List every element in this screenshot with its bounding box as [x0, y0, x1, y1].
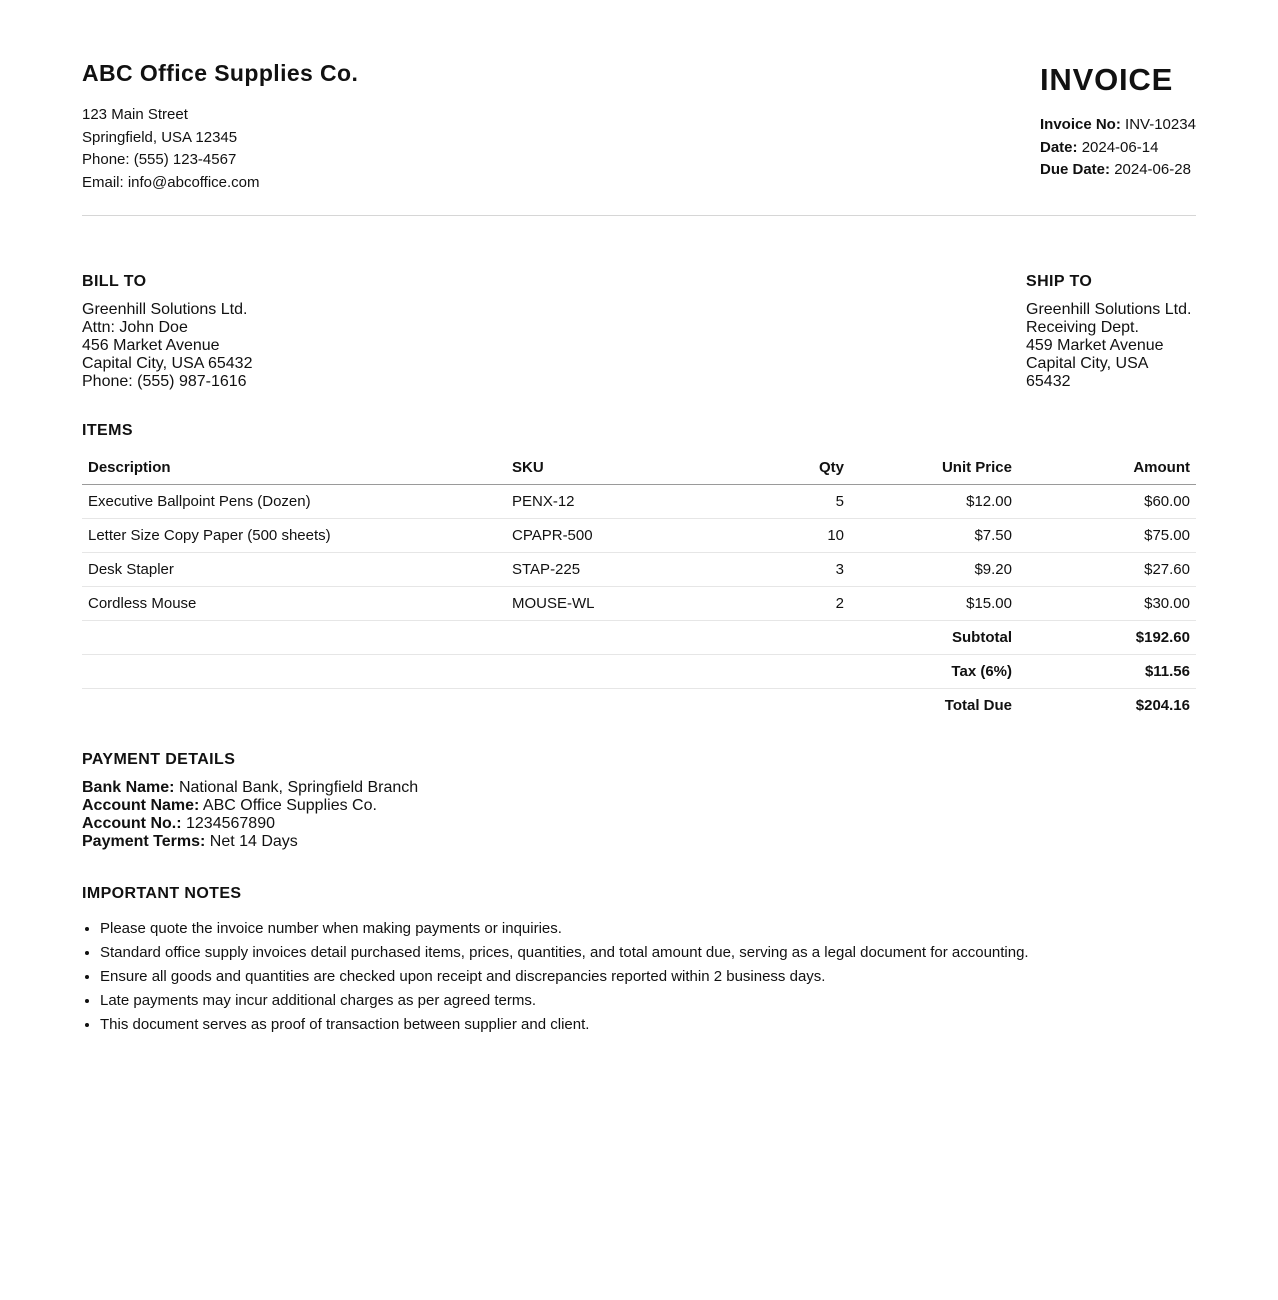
- invoice-meta-block: [1040, 62, 1196, 182]
- invoice-due-label: Due Date:: [1040, 161, 1111, 178]
- table-row: [82, 519, 1196, 553]
- subtotal-label: Subtotal: [850, 621, 1018, 655]
- invoice-due-date: 2024-06-28: [1114, 161, 1191, 178]
- item-unit-price: $15.00: [850, 587, 1018, 621]
- company-name: ABC Office Supplies Co.: [82, 60, 359, 86]
- payment-terms-row: [82, 833, 418, 851]
- subtotal-row: [82, 621, 1196, 655]
- invoice-due-row: [1040, 159, 1196, 182]
- invoice-header: [82, 0, 1196, 216]
- item-description: Cordless Mouse: [82, 587, 506, 621]
- item-description: Executive Ballpoint Pens (Dozen): [82, 485, 506, 519]
- bill-to-line: Attn: John Doe: [82, 319, 188, 336]
- important-notes-list: [82, 917, 1029, 1037]
- payment-terms: Net 14 Days: [209, 833, 298, 850]
- company-phone: Phone: (555) 123-4567: [82, 151, 237, 168]
- item-amount: $75.00: [1018, 519, 1196, 553]
- list-item: • Ensure all goods and quantities are checked upon receipt and discrepancies reported within 2 business days.: [100, 965, 1029, 989]
- account-name-row: [82, 797, 418, 815]
- company-street: 123 Main Street: [82, 106, 188, 123]
- tax-value: $11.56: [1018, 655, 1196, 689]
- bill-to-address: [82, 301, 252, 391]
- important-notes-title: IMPORTANT NOTES: [82, 885, 242, 902]
- total-due-value: $204.16: [1135, 697, 1190, 714]
- tax-row: [82, 655, 1196, 689]
- bill-to-line: Phone: (555) 987-1616: [82, 373, 247, 390]
- payment-details: [82, 779, 418, 851]
- column-header-amount: Amount: [1018, 451, 1196, 485]
- column-header-unit-price: Unit Price: [850, 451, 1018, 485]
- item-qty: 5: [756, 485, 850, 519]
- item-qty: 10: [756, 519, 850, 553]
- invoice-number-label: Invoice No:: [1040, 116, 1121, 133]
- payment-details-title: PAYMENT DETAILS: [82, 751, 236, 768]
- bank-name: National Bank, Springfield Branch: [178, 779, 419, 796]
- table-row: [82, 485, 1196, 519]
- item-sku: PENX-12: [506, 485, 756, 519]
- invoice-title: INVOICE: [1040, 62, 1174, 97]
- item-sku: CPAPR-500: [506, 519, 756, 553]
- company-address: [82, 104, 260, 194]
- company-email: Email: info@abcoffice.com: [82, 173, 260, 191]
- column-header-qty: Qty: [756, 451, 850, 485]
- column-header-sku: SKU: [506, 451, 756, 485]
- tax-label: Tax (6%): [850, 655, 1018, 689]
- item-description: Letter Size Copy Paper (500 sheets): [82, 519, 506, 553]
- invoice-date-label: Date:: [1040, 138, 1078, 156]
- ship-to-line: Capital City, USA 65432: [1026, 355, 1148, 390]
- column-header-description: Description: [82, 451, 506, 485]
- total-due-label: Total Due: [944, 697, 1012, 714]
- items-title: ITEMS: [82, 422, 133, 439]
- bill-to-title: BILL TO: [82, 273, 147, 290]
- bill-to-line: 456 Market Avenue: [82, 337, 220, 354]
- list-item: • Late payments may incur additional charges as per agreed terms.: [100, 989, 1029, 1013]
- item-unit-price: $7.50: [850, 519, 1018, 553]
- item-amount: $27.60: [1018, 553, 1196, 587]
- bill-to-section: [82, 273, 252, 391]
- invoice-date: 2024-06-14: [1081, 138, 1159, 156]
- list-item: • Please quote the invoice number when making payments or inquiries.: [100, 917, 1029, 941]
- invoice-meta: [1040, 114, 1196, 182]
- ship-to-title: SHIP TO: [1026, 273, 1093, 290]
- list-item: • This document serves as proof of transaction between supplier and client.: [100, 1013, 1029, 1037]
- invoice-number-row: [1040, 114, 1196, 137]
- company-city: Springfield, USA 12345: [82, 128, 238, 146]
- bill-to-line: Greenhill Solutions Ltd.: [82, 301, 248, 318]
- table-row: [82, 587, 1196, 621]
- bank-name-label: Bank Name:: [82, 779, 175, 796]
- item-amount: $60.00: [1018, 485, 1196, 519]
- bill-to-line: Capital City, USA 65432: [82, 355, 253, 372]
- ship-to-line: Greenhill Solutions Ltd.: [1026, 301, 1192, 318]
- invoice-number: INV-10234: [1125, 116, 1196, 133]
- total-due-row: [82, 689, 1196, 723]
- item-unit-price: $9.20: [850, 553, 1018, 587]
- account-no-row: [82, 815, 418, 833]
- ship-to-section: [1026, 273, 1196, 391]
- item-unit-price: $12.00: [850, 485, 1018, 519]
- list-item: • Standard office supply invoices detail purchased items, prices, quantities, and total amount due, serving as a legal document for accounting.: [100, 941, 1029, 965]
- item-qty: 2: [756, 587, 850, 621]
- item-amount: $30.00: [1018, 587, 1196, 621]
- item-qty: 3: [756, 553, 850, 587]
- item-sku: STAP-225: [506, 553, 756, 587]
- account-no-label: Account No.:: [82, 815, 182, 832]
- items-table: [82, 451, 1196, 722]
- ship-to-line: 459 Market Avenue: [1026, 337, 1164, 354]
- ship-to-line: Receiving Dept.: [1026, 319, 1139, 336]
- item-sku: MOUSE-WL: [506, 587, 756, 621]
- table-row: [82, 553, 1196, 587]
- table-header-row: [82, 451, 1196, 485]
- ship-to-address: [1026, 301, 1196, 391]
- account-no: 1234567890: [186, 815, 275, 832]
- invoice-date-row: [1040, 137, 1196, 160]
- bank-name-row: [82, 779, 418, 797]
- account-name-label: Account Name:: [82, 797, 200, 814]
- item-description: Desk Stapler: [82, 553, 506, 587]
- subtotal-value: $192.60: [1018, 621, 1196, 655]
- payment-terms-label: Payment Terms:: [82, 833, 206, 850]
- account-name: ABC Office Supplies Co.: [202, 797, 377, 814]
- invoice-page: [82, 0, 1196, 1033]
